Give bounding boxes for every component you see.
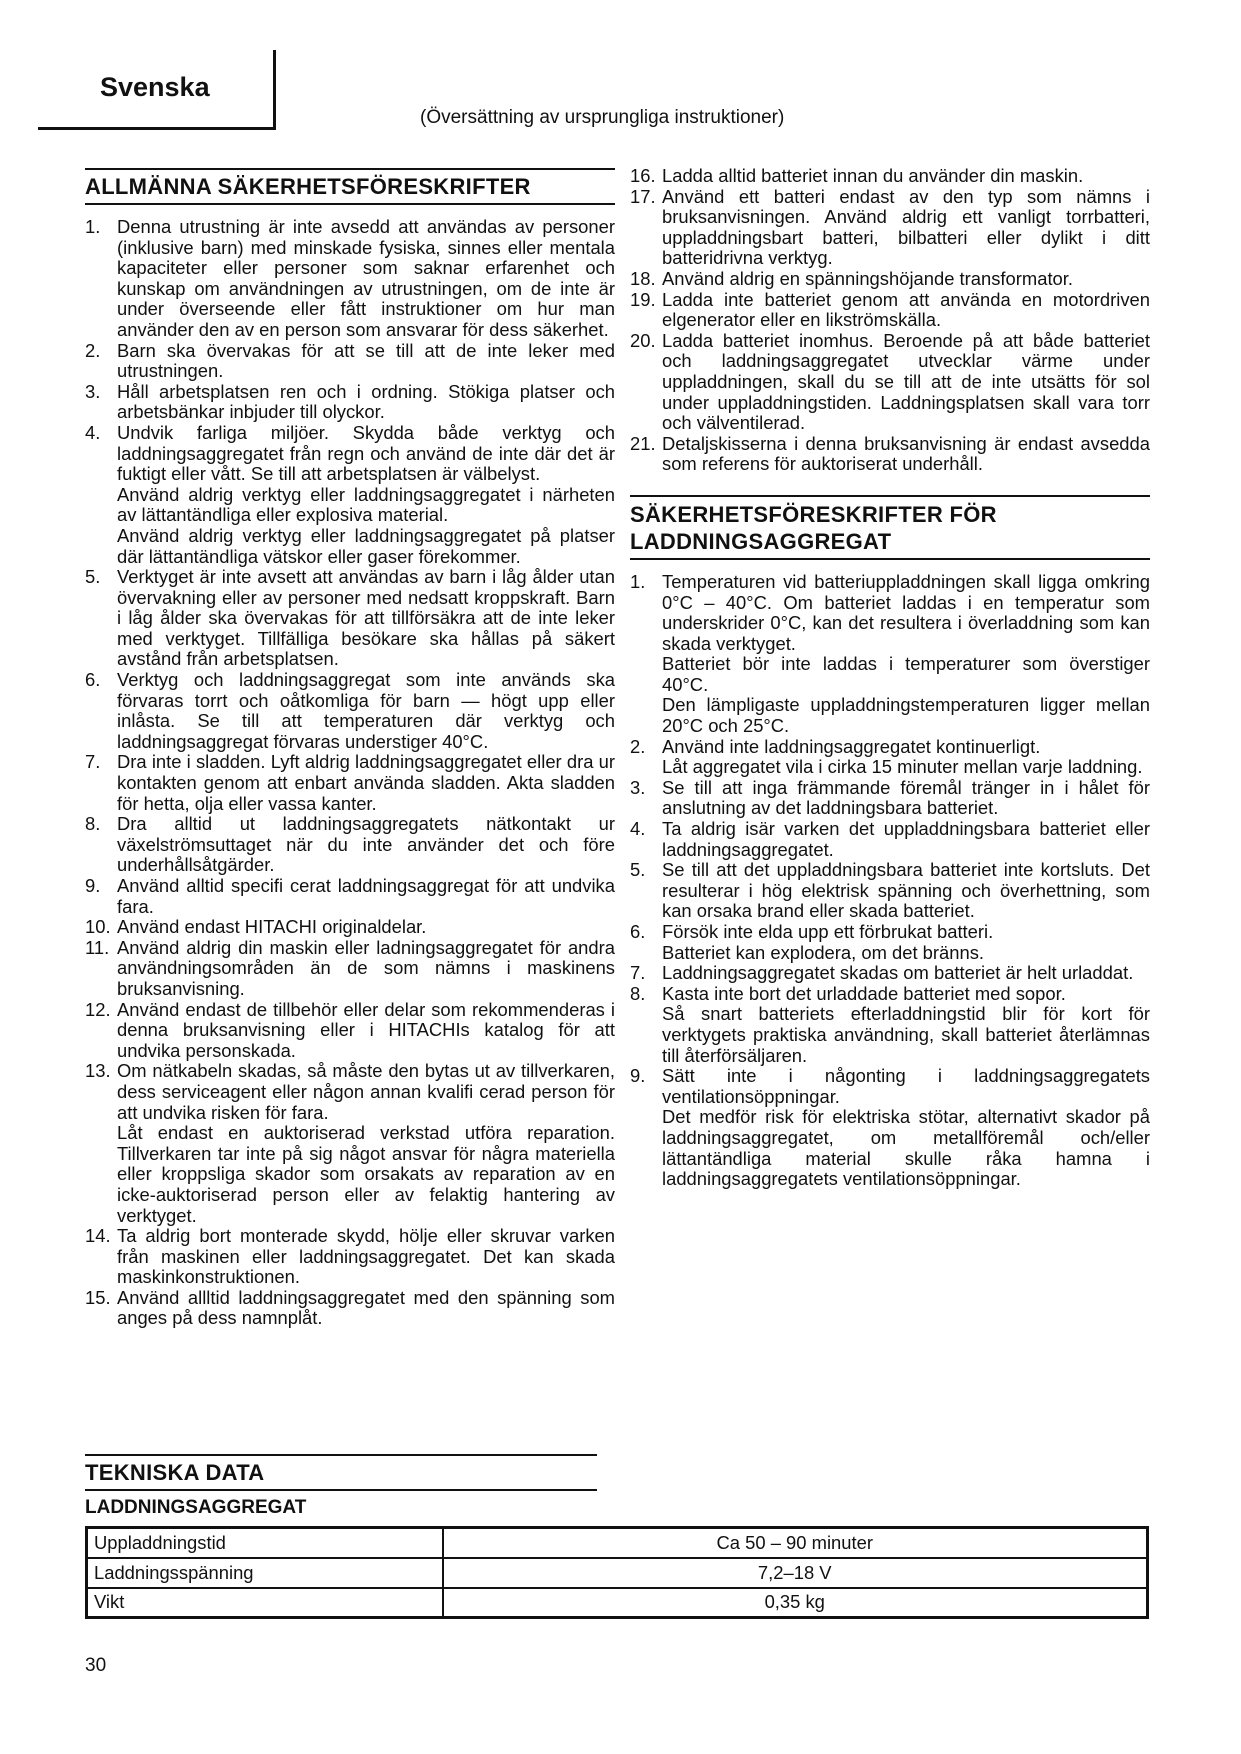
- item-number: 6.: [85, 669, 101, 691]
- list-item: [85, 814, 615, 876]
- table-row: [87, 1588, 1148, 1618]
- list-item: [630, 1066, 1150, 1107]
- item-text: Dra alltid ut laddningsaggregatets nätkontakt ur växelströmsuttaget när du inte använder det och före underhållsåtgärder.: [117, 813, 615, 876]
- item-text: Använd inte laddningsaggregatet kontinuerligt.: [662, 735, 1041, 757]
- list-item: [85, 1288, 615, 1329]
- charger-safety-title-line1: SÄKERHETSFÖRESKRIFTER FÖR: [630, 501, 997, 527]
- list-item: [85, 1226, 615, 1288]
- charger-safety-title-line2: LADDNINGSAGGREGAT: [630, 528, 892, 554]
- tech-title: TEKNISKA DATA: [85, 1454, 597, 1491]
- item-continuation: Så snart batteriets efterladdningstid blir för kort för verktygets praktiska användning, skall batteriet återlämnas till återförsäljaren.: [662, 1003, 1150, 1066]
- item-continuation: Använd aldrig verktyg eller laddningsaggregatet i närheten av lättantändliga eller explosiva material.: [117, 483, 615, 526]
- item-text: Använd endast HITACHI originaldelar.: [117, 916, 427, 938]
- item-text: Använd alltid specifi cerat laddningsaggregat för att undvika fara.: [117, 875, 615, 917]
- item-number: 3.: [85, 380, 101, 402]
- item-text: Använd allltid laddningsaggregatet med den spänning som anges på dess namnplåt.: [117, 1286, 615, 1329]
- list-item: [630, 860, 1150, 922]
- list-item: [85, 567, 615, 670]
- list-item: [630, 737, 1150, 758]
- charger-safety-title: [630, 495, 1150, 560]
- item-text: Undvik farliga miljöer. Skydda både verktyg och laddningsaggregatet från regn och använd de inte där det är fuktigt eller vått. Se till att arbetsplatsen är välbelyst.: [117, 421, 615, 485]
- item-text: Denna utrustning är inte avsedd att användas av personer (inklusive barn) med minskade fysiska, sinnes eller mentala kapaciteter eller personer som saknar erfarenhet och kunskap om användningen av utrustningen, om de inte är under överseende eller fått instruktioner om hur man använder den av en person som ansvarar för dess säkerhet.: [117, 216, 615, 340]
- item-text: Använd aldrig en spänningshöjande transformator.: [662, 267, 1073, 289]
- language-label: Svenska: [100, 72, 210, 102]
- item-text: Använd ett batteri endast av den typ som nämns i bruksanvisningen. Använd aldrig ett vanligt torrbatteri, uppladdningsbart batteri, bilbatteri eller dylikt i ditt batteridrivna verktyg.: [662, 185, 1150, 269]
- item-text: Sätt inte i någonting i laddningsaggregatets ventilationsöppningar.: [662, 1065, 1150, 1107]
- list-item: [85, 752, 615, 814]
- item-text: Ladda alltid batteriet innan du använder din maskin.: [662, 165, 1084, 186]
- item-number: 2.: [630, 735, 646, 757]
- list-item: [85, 938, 615, 1000]
- item-text: Verktyget är inte avsett att användas av barn i låg ålder utan övervakning eller av personer med nedsatt kroppskraft. Barn i låg ålder ska övervakas för att tillförsäkra att de inte leker med verktyget. Tillfälliga besökare ska hållas på säkert avstånd från arbetsplatsen.: [117, 566, 615, 670]
- item-number: 18.: [630, 267, 656, 289]
- right-column: [630, 166, 1150, 1190]
- list-item: [630, 778, 1150, 819]
- item-number: 15.: [85, 1286, 111, 1308]
- item-continuation: Låt endast en auktoriserad verkstad utföra reparation. Tillverkaren tar inte på sig något ansvar för några materiella eller kroppsliga skador som orsakats av reparation av en icke-auktoriserad person eller av felaktig hantering av verktyget.: [117, 1122, 615, 1226]
- list-item: [630, 572, 1150, 654]
- item-text: Använd aldrig din maskin eller ladningsaggregatet för andra användningsområden än de som nämns i maskinens bruksanvisning.: [117, 936, 615, 999]
- item-text: Se till att det uppladdningsbara batteriet inte kortsluts. Det resulterar i hög elektrisk spänning och överhettning, som kan orsaka brand eller skada batteriet.: [662, 859, 1150, 922]
- item-number: 19.: [630, 288, 656, 310]
- list-item: [85, 217, 615, 341]
- item-continuation: Använd aldrig verktyg eller laddningsaggregatet på platser där lättantändliga vätskor eller gaser förekommer.: [117, 524, 615, 567]
- item-number: 5.: [85, 566, 101, 588]
- list-item: [85, 341, 615, 382]
- item-text: Ta aldrig isär varken det uppladdningsbara batteriet eller laddningsaggregatet.: [662, 818, 1150, 860]
- item-number: 1.: [630, 570, 646, 592]
- item-text: Dra inte i sladden. Lyft aldrig laddningsaggregatet eller dra ur kontakten genom att enbart använda sladden. Akta sladden för hetta, olja eller vassa kanter.: [117, 751, 615, 814]
- item-number: 14.: [85, 1225, 111, 1247]
- translation-note: (Översättning av ursprungliga instruktioner): [420, 107, 785, 128]
- item-text: Om nätkabeln skadas, så måste den bytas ut av tillverkaren, dess serviceagent eller någon annan kvalifi cerad person för att undvika risken för fara.: [117, 1060, 615, 1123]
- table-row: [87, 1528, 1148, 1558]
- item-number: 21.: [630, 432, 656, 454]
- item-number: 5.: [630, 859, 646, 881]
- spec-value: 7,2–18 V: [443, 1558, 1148, 1588]
- item-number: 1.: [85, 216, 101, 237]
- general-safety-list-left: [85, 217, 615, 1329]
- charger-safety-list: [630, 572, 1150, 1190]
- item-text: Ta aldrig bort monterade skydd, hölje eller skruvar varken från maskinen eller laddningsaggregatet. Det kan skada maskinkonstruktionen.: [117, 1225, 615, 1288]
- list-item: [630, 434, 1150, 475]
- item-number: 8.: [630, 982, 646, 1004]
- list-item: [630, 187, 1150, 269]
- item-number: 17.: [630, 185, 656, 207]
- item-number: 4.: [630, 818, 646, 840]
- item-text: Ladda inte batteriet genom att använda en motordriven elgenerator eller en likströmskälla.: [662, 288, 1150, 331]
- item-text: Laddningsaggregatet skadas om batteriet är helt urladdat.: [662, 962, 1134, 984]
- item-continuation: Det medför risk för elektriska stötar, alternativt skador på laddningsaggregatet, om metallföremål och/eller lättantändliga material skulle råka hamna i laddningsaggregatets ventilationsöppningar.: [662, 1106, 1150, 1190]
- spec-label: Uppladdningstid: [87, 1528, 443, 1558]
- list-item: [630, 819, 1150, 860]
- item-text: Ladda batteriet inomhus. Beroende på att både batteriet och laddningsaggregatet utvecklar värme under uppladdningen, skall du se till att de inte utsätts för sol under uppladdningstiden. Laddningsplatsen skall vara torr och välventilerad.: [662, 329, 1150, 434]
- general-safety-list-right: [630, 166, 1150, 475]
- general-safety-title: ALLMÄNNA SÄKERHETSFÖRESKRIFTER: [85, 168, 615, 205]
- spec-label: Laddningsspänning: [87, 1558, 443, 1588]
- list-item: [85, 670, 615, 752]
- tech-subtitle: LADDNINGSAGGREGAT: [85, 1497, 307, 1518]
- list-item: [85, 382, 615, 423]
- list-item: [85, 1061, 615, 1123]
- item-text: Kasta inte bort det urladdade batteriet med sopor.: [662, 982, 1066, 1004]
- item-continuation: Batteriet kan explodera, om det bränns.: [662, 941, 985, 963]
- item-continuation: Den lämpligaste uppladdningstemperaturen ligger mellan 20°C och 25°C.: [662, 694, 1150, 737]
- spec-label: Vikt: [87, 1588, 443, 1618]
- item-number: 4.: [85, 421, 101, 443]
- list-item: [630, 963, 1150, 984]
- item-number: 10.: [85, 916, 111, 938]
- item-number: 16.: [630, 165, 656, 186]
- table-row: [87, 1558, 1148, 1588]
- item-number: 3.: [630, 776, 646, 798]
- item-text: Verktyg och laddningsaggregat som inte används ska förvaras torrt och oåtkomliga för barn — högt upp eller inlåsta. Se till att temperaturen där verktyg och laddningsaggregat förvaras understiger 40°C.: [117, 669, 615, 752]
- item-number: 11.: [85, 936, 110, 958]
- left-column: [85, 168, 615, 1329]
- list-item: [630, 922, 1150, 943]
- item-text: Detaljskisserna i denna bruksanvisning är endast avsedda som referens för auktoriserat underhåll.: [662, 432, 1150, 475]
- item-text: Temperaturen vid batteriuppladdningen skall ligga omkring 0°C – 40°C. Om batteriet laddas i en temperatur som underskrider 0°C, kan det resultera i överladdning som kan skada verktyget.: [662, 570, 1150, 654]
- list-item: [630, 984, 1150, 1005]
- list-item: [630, 269, 1150, 290]
- list-item: [85, 876, 615, 917]
- list-item: [85, 423, 615, 485]
- item-continuation: Låt aggregatet vila i cirka 15 minuter mellan varje laddning.: [662, 756, 1143, 778]
- item-text: Barn ska övervakas för att se till att de inte leker med utrustningen.: [117, 339, 615, 382]
- item-number: 9.: [85, 875, 101, 896]
- tech-table: [85, 1526, 1149, 1619]
- spec-value: 0,35 kg: [443, 1588, 1148, 1618]
- item-number: 20.: [630, 329, 656, 351]
- list-item: [85, 1000, 615, 1062]
- item-text: Se till att inga främmande föremål tränger in i hålet för anslutning av det laddningsbara batteriet.: [662, 776, 1150, 819]
- item-number: 7.: [630, 962, 646, 984]
- list-item: [630, 290, 1150, 331]
- page-number: 30: [85, 1655, 107, 1676]
- item-number: 7.: [85, 751, 101, 773]
- item-number: 9.: [630, 1065, 646, 1087]
- item-number: 2.: [85, 339, 101, 361]
- item-text: Försök inte elda upp ett förbrukat batteri.: [662, 921, 994, 942]
- technical-data: [85, 1454, 1149, 1619]
- item-number: 13.: [85, 1060, 111, 1082]
- language-tab: [38, 50, 276, 130]
- item-continuation: Batteriet bör inte laddas i temperaturer som överstiger 40°C.: [662, 653, 1150, 695]
- item-number: 6.: [630, 921, 646, 942]
- item-text: Håll arbetsplatsen ren och i ordning. Stökiga platser och arbetsbänkar inbjuder till olyckor.: [117, 380, 615, 423]
- list-item: [85, 917, 615, 938]
- list-item: [630, 331, 1150, 434]
- item-text: Använd endast de tillbehör eller delar som rekommenderas i denna bruksanvisning eller i HITACHIs katalog för att undvika personskada.: [117, 998, 615, 1061]
- item-number: 8.: [85, 813, 101, 835]
- list-item: [630, 166, 1150, 187]
- spec-value: Ca 50 – 90 minuter: [443, 1528, 1148, 1558]
- item-number: 12.: [85, 998, 111, 1020]
